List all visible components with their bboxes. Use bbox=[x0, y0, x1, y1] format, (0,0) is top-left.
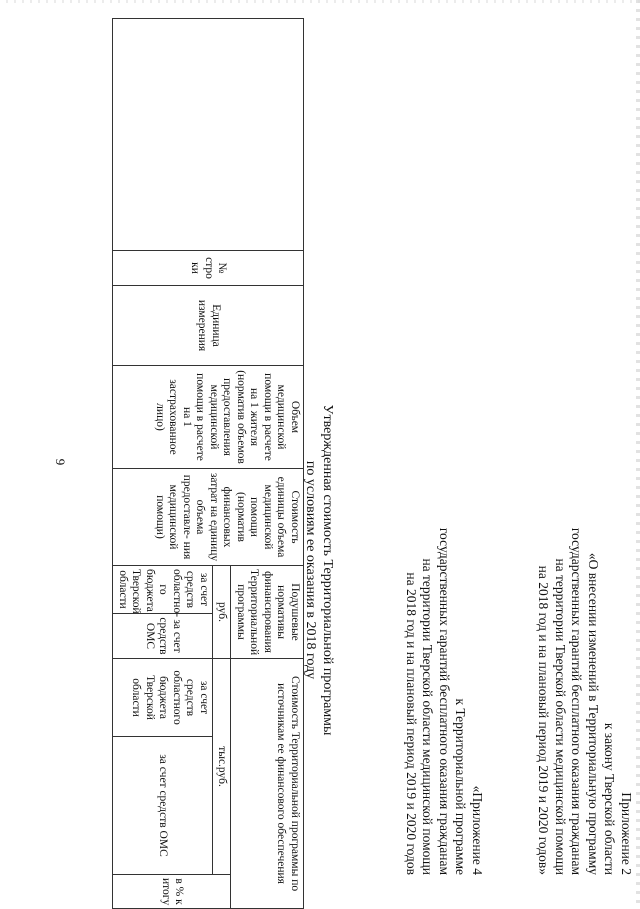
header-cell-unit: Единица измерения bbox=[113, 286, 304, 366]
header-line: государственных гарантий бесплатного оказания гражданам bbox=[569, 527, 585, 875]
header-cell-program-cost: Стоимость Территориальной программы по источникам ее финансового обеспечения bbox=[231, 659, 304, 909]
header-cell-blank bbox=[113, 19, 304, 251]
page-number: 9 bbox=[53, 458, 68, 466]
appendix-2-header bbox=[535, 175, 634, 875]
header-line: государственных гарантий бесплатного оказания гражданам bbox=[437, 527, 452, 875]
header-line: на территории Тверской области медицинской помощи bbox=[553, 558, 568, 875]
header-line: к Территориальной программе bbox=[453, 698, 469, 875]
header-line: к закону Тверской области bbox=[602, 722, 618, 875]
subheader-regional-budget-per-capita: за счет средств областно- го бюджета Тверской области bbox=[113, 566, 213, 614]
header-line: на 2018 год и на плановый период 2019 и 2020 годов» bbox=[536, 565, 552, 875]
table-header-row bbox=[231, 19, 304, 909]
header-cell-row-number: № стро ки bbox=[113, 251, 304, 286]
header-line: Приложение 2 bbox=[619, 792, 634, 875]
appendix-4-header bbox=[403, 275, 486, 875]
subheader-oms-per-capita: за счет средств ОМС bbox=[113, 614, 213, 659]
header-cell-unit-cost: Стоимость единицы объема медицинской помощи (норматив финансовых затрат на единицу объема предоставле- ния медицинской помощи) bbox=[113, 469, 304, 566]
header-line: «О внесении изменений в Территориальную программу bbox=[586, 552, 601, 875]
cost-table bbox=[113, 18, 305, 909]
header-line: на 2018 год и на плановый период 2019 и 2020 годов bbox=[404, 572, 419, 875]
header-cell-per-capita: Подушевые нормативы финансирования Территориальной программы bbox=[231, 566, 304, 659]
header-line: «Приложение 4 bbox=[470, 785, 485, 875]
title-line: Утвержденная стоимость Территориальной программы bbox=[320, 404, 335, 736]
header-line: на территории Тверской области медицинской помощи bbox=[420, 558, 436, 875]
title-line: по условиям ее оказания в 2018 году bbox=[303, 460, 318, 680]
unit-thousand-rub: тыс.руб. bbox=[213, 659, 232, 875]
scan-edge-top bbox=[636, 0, 640, 905]
subheader-regional-budget-cost: за счет средств областного бюджета Тверской области bbox=[113, 659, 213, 737]
scan-edge-left bbox=[0, 0, 640, 3]
unit-rub: руб. bbox=[213, 566, 232, 659]
header-cell-volume: Объем медицинской помощи в расчете на 1 жителя (норматив объемов предоставления медицинской помощи в расчете на 1 застрахованное лицо) bbox=[113, 366, 304, 469]
subheader-oms-cost: за счет средств ОМС bbox=[113, 737, 213, 875]
header-cell-percent: в % к итогу bbox=[113, 875, 231, 909]
table-title bbox=[302, 270, 336, 870]
